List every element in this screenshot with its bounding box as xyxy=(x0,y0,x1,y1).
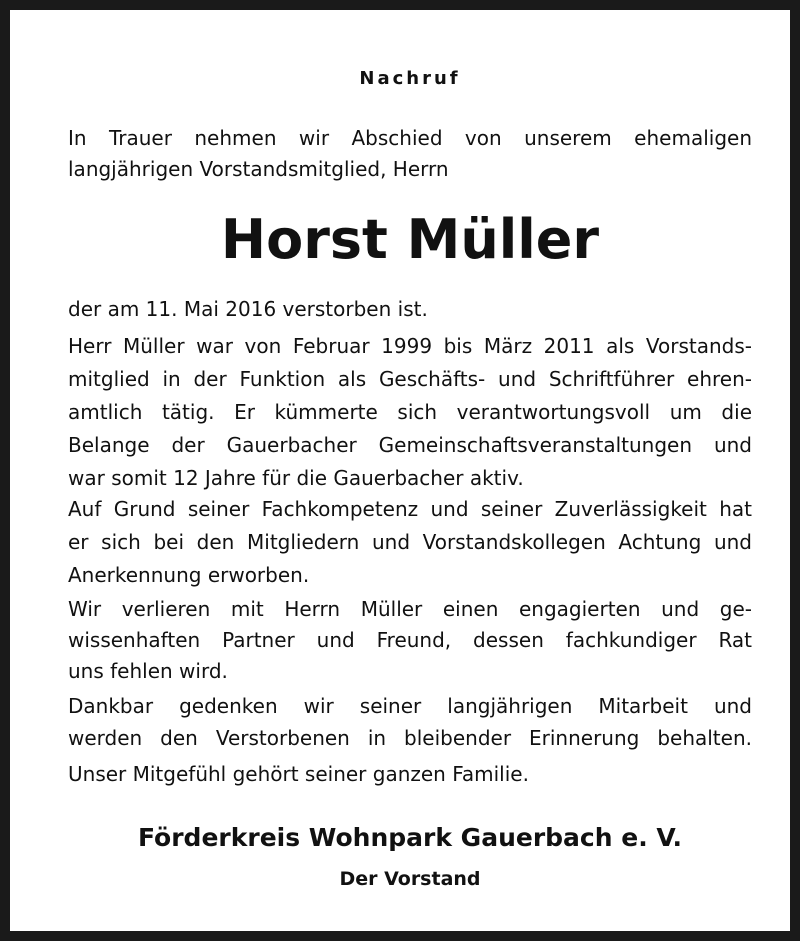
paragraph-line: Anerkennung erworben. xyxy=(68,563,310,587)
death-date-line: der am 11. Mai 2016 verstorben ist. xyxy=(68,297,428,321)
heading-nachruf: Nachruf xyxy=(359,68,461,89)
organization-name: Förderkreis Wohnpark Gauerbach e. V. xyxy=(137,823,683,852)
intro-line: In Trauer nehmen wir Abschied von unserem ehemaligen xyxy=(68,126,752,150)
paragraph-line: Unser Mitgefühl gehört seiner ganzen Familie. xyxy=(68,762,529,786)
paragraph-line: Wir verlieren mit Herrn Müller einen engagierten und ge- xyxy=(68,597,752,621)
paragraph-line: uns fehlen wird. xyxy=(68,659,228,683)
board-signature: Der Vorstand xyxy=(339,868,481,890)
paragraph-line: werden den Verstorbenen in bleibender Erinnerung behalten. xyxy=(68,726,752,750)
paragraph-line: Auf Grund seiner Fachkompetenz und seiner Zuverlässigkeit hat xyxy=(68,497,752,521)
paragraph-line: Dankbar gedenken wir seiner langjährigen Mitarbeit und xyxy=(68,694,752,718)
paragraph-line: mitglied in der Funktion als Geschäfts- und Schriftführer ehren- xyxy=(68,367,752,391)
deceased-name: Horst Müller xyxy=(220,208,600,271)
paragraph-line: er sich bei den Mitgliedern und Vorstandskollegen Achtung und xyxy=(68,530,752,554)
paragraph-line: war somit 12 Jahre für die Gauerbacher aktiv. xyxy=(68,466,524,490)
paragraph-line: Herr Müller war von Februar 1999 bis März 2011 als Vorstands- xyxy=(68,334,752,358)
intro-line: langjährigen Vorstandsmitglied, Herrn xyxy=(68,157,449,181)
paragraph-line: Belange der Gauerbacher Gemeinschaftsveranstaltungen und xyxy=(68,433,752,457)
paragraph-line: amtlich tätig. Er kümmerte sich verantwortungsvoll um die xyxy=(68,400,752,424)
paragraph-line: wissenhaften Partner und Freund, dessen fachkundiger Rat xyxy=(68,628,752,652)
